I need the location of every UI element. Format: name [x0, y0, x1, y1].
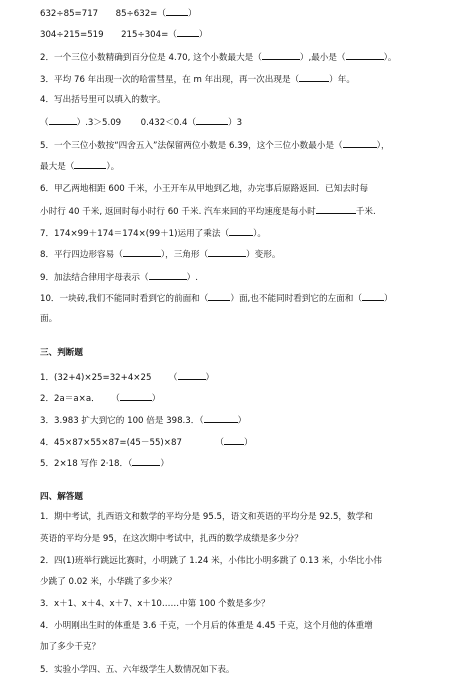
- answer-blank[interactable]: [343, 138, 377, 148]
- fill-question-8: 8．平行四边形容易（ ），三角形（ ）变形。: [40, 247, 280, 261]
- answer-blank[interactable]: [166, 6, 188, 16]
- problem-1-line-1: 1．期中考试，扎西语文和数学的平均分是 95.5，语文和英语的平均分是 92.5，数学和: [40, 512, 373, 522]
- answer-blank[interactable]: [346, 50, 384, 60]
- problem-4-line-1: 4．小明刚出生时的体重是 3.6 千克，一个月后的体重是 4.45 千克，这个月他的体重增: [40, 621, 373, 631]
- problem-1-line-2: 英语的平均分是 95，在这次期中考试中，扎西的数学成绩是多少分？: [40, 534, 303, 544]
- answer-blank[interactable]: [316, 204, 356, 214]
- problem-3-line-1: 3．x＋1、x＋4、x＋7、x＋10……中第 100 个数是多少？: [40, 599, 270, 609]
- answer-blank[interactable]: [132, 456, 160, 466]
- fill-question-7: 7．174×99＋174＝174×(99＋1)运用了乘法（ ）。: [40, 226, 266, 240]
- answer-blank[interactable]: [196, 115, 228, 125]
- answer-blank[interactable]: [208, 291, 230, 301]
- arith-row-1: 632÷85=717 85÷632=（ ）: [40, 6, 197, 20]
- fill-question-5-line-1: 5．一个三位小数按“四舍五入”法保留两位小数是 6.39，这个三位小数最小是（ ），: [40, 138, 390, 152]
- fill-question-6-line-2: 小时行 40 千米, 返回时每小时行 60 千米. 汽车来回的平均速度是每小时 千米.: [40, 204, 376, 218]
- section-title-judgement: 三、判断题: [40, 348, 83, 358]
- answer-blank[interactable]: [123, 247, 161, 257]
- answer-blank[interactable]: [178, 370, 206, 380]
- problem-5-line-1: 5．实验小学四、五、六年级学生人数情况如下表。: [40, 665, 235, 675]
- fill-question-10-line-1: 10．一块砖,我们不能同时看到它的前面和（ ）面,也不能同时看到它的左面和（ ）: [40, 291, 393, 305]
- fill-question-4-items: （ ）.3＞5.09 0.432＜0.4（ ）3: [40, 115, 242, 129]
- judgement-item-5: 5．2×18 写作 2·18．（ ）: [40, 456, 169, 470]
- answer-blank[interactable]: [149, 270, 187, 280]
- answer-blank[interactable]: [299, 72, 329, 82]
- fill-question-3: 3．平均 76 年出现一次的哈雷彗星，在 m 年出现，再一次出现是（ ）年。: [40, 72, 355, 86]
- arith-question-2: 215÷304=（: [121, 30, 177, 40]
- judgement-item-4: 4．45×87×55×87=(45－55)×87 （ ）: [40, 435, 253, 449]
- answer-blank[interactable]: [262, 50, 300, 60]
- judgement-item-1: 1．(32+4)×25=32+4×25 （ ）: [40, 370, 214, 384]
- fill-question-6-line-1: 6．甲乙两地相距 600 千米，小王开车从甲地到乙地，办完事后原路返回．已知去时每: [40, 184, 369, 194]
- arith-question-1: 85÷632=（: [115, 9, 166, 19]
- answer-blank[interactable]: [229, 226, 253, 236]
- answer-blank[interactable]: [74, 159, 106, 169]
- answer-blank[interactable]: [204, 413, 238, 423]
- arith-row-2: 304÷215=519 215÷304=（ ）: [40, 27, 208, 41]
- fill-question-5-line-2: 最大是（ ）。: [40, 159, 119, 173]
- arith-given-1: 632÷85=717: [40, 9, 99, 19]
- judgement-item-2: 2．2a＝a×a． （ ）: [40, 391, 160, 405]
- problem-2-line-1: 2．四(1)班举行跳远比赛时，小明跳了 1.24 米，小伟比小明多跳了 0.13 米，小华比小伟: [40, 556, 382, 566]
- answer-blank[interactable]: [120, 391, 152, 401]
- section-title-problems: 四、解答题: [40, 492, 83, 502]
- fill-question-2: 2．一个三位小数精确到百分位是 4.70, 这个小数最大是（ ）,最小是（ ）。: [40, 50, 396, 64]
- answer-blank[interactable]: [177, 27, 199, 37]
- fill-question-9: 9．加法结合律用字母表示（ ）.: [40, 270, 198, 284]
- answer-blank[interactable]: [224, 435, 244, 445]
- fill-question-4: 4．写出括号里可以填入的数字。: [40, 95, 166, 105]
- fill-question-10-line-2: 面。: [40, 314, 58, 324]
- judgement-item-3: 3．3.983 扩大到它的 100 倍是 398.3．（ ）: [40, 413, 246, 427]
- arith-given-2: 304÷215=519: [40, 30, 104, 40]
- problem-2-line-2: 少跳了 0.02 米，小华跳了多少米？: [40, 577, 177, 587]
- answer-blank[interactable]: [49, 115, 77, 125]
- problem-4-line-2: 加了多少千克？: [40, 642, 101, 652]
- answer-blank[interactable]: [208, 247, 246, 257]
- answer-blank[interactable]: [362, 291, 384, 301]
